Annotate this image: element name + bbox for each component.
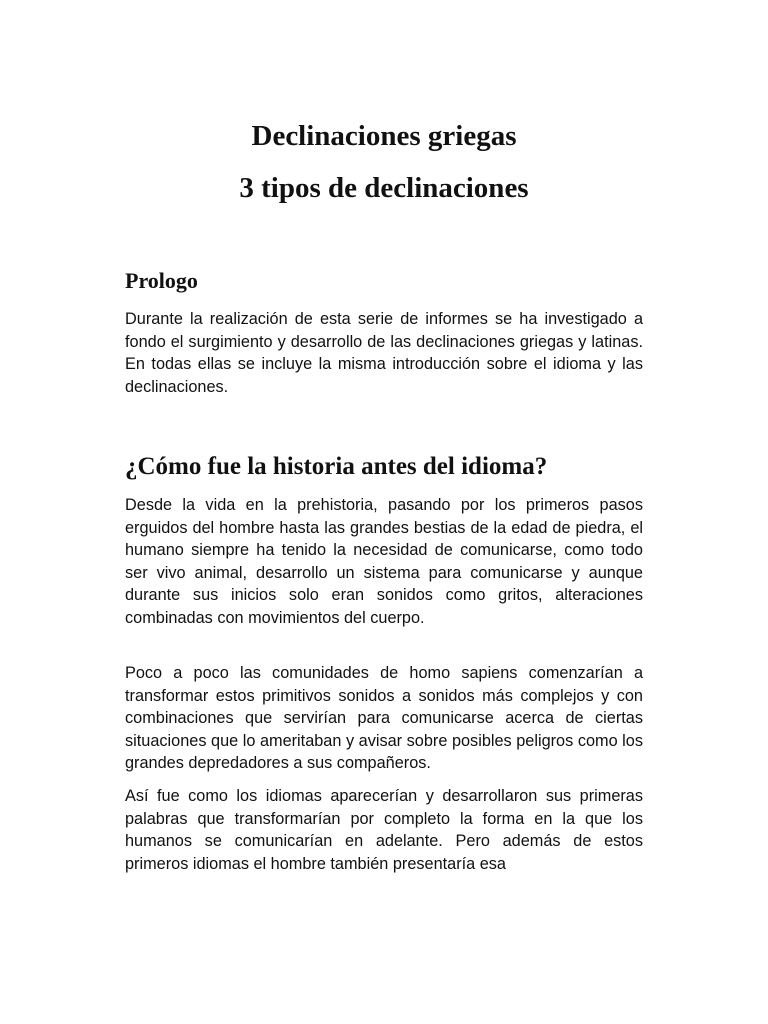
paragraph-historia-3: Así fue como los idiomas aparecerían y desarrollaron sus primeras palabras que transformarían por completo la forma en la que los humanos se comunicarían en adelante. Pero además de estos primeros idiomas el hombre también presentaría esa <box>125 787 643 873</box>
title-line-1: Declinaciones griegas <box>251 120 517 152</box>
paragraph-historia-2: Poco a poco las comunidades de homo sapiens comenzarían a transformar estos primitivos sonidos a sonidos más complejos y con combinaciones que servirían para comunicarse acerca de ciertas situaciones que lo ameritaban y avisar sobre posibles peligros como los grandes depredadores a sus compañeros. <box>125 664 643 773</box>
section-heading-prologo: Prologo <box>125 268 198 293</box>
paragraph-prologo: Durante la realización de esta serie de informes se ha investigado a fondo el surgimiento y desarrollo de las declinaciones griegas y latinas. En todas ellas se incluye la misma introducción sobre el idioma y las declinaciones. <box>125 310 643 396</box>
document-title <box>125 110 643 214</box>
section-heading-historia: ¿Cómo fue la historia antes del idioma? <box>125 453 548 480</box>
title-line-2: 3 tipos de declinaciones <box>239 172 529 204</box>
paragraph-historia-1: Desde la vida en la prehistoria, pasando por los primeros pasos erguidos del hombre hasta las grandes bestias de la edad de piedra, el humano siempre ha tenido la necesidad de comunicarse, como todo ser vivo animal, desarrollo un sistema para comunicarse y aunque durante sus inicios solo eran sonidos como gritos, alteraciones combinadas con movimientos del cuerpo. <box>125 496 643 627</box>
